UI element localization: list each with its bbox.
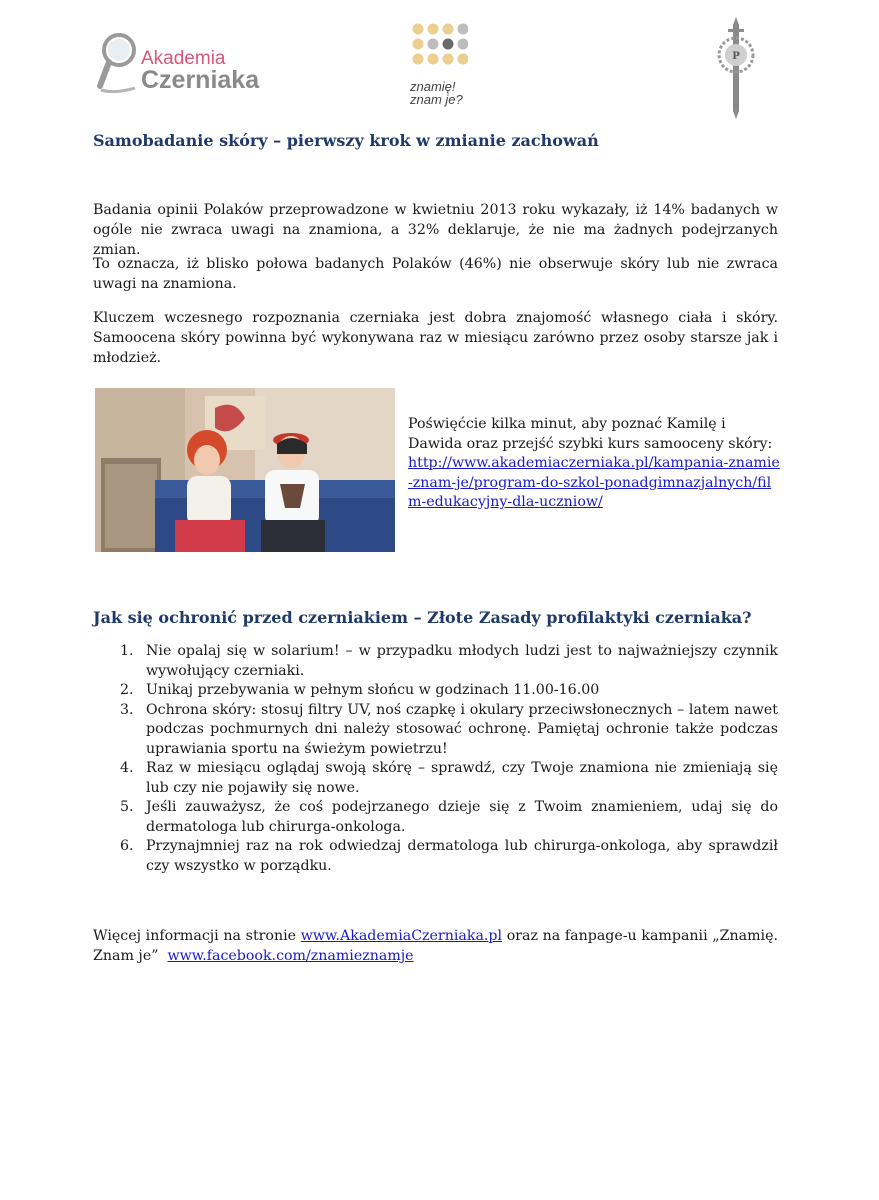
list-number: 4. — [120, 760, 134, 776]
more-info-middle: oraz na fanpage-u kampanii „Znamię. Znam je” — [93, 928, 783, 964]
more-info-prefix: Więcej informacji na stronie — [93, 928, 301, 944]
section-title-golden-rules: Jak się ochronić przed czerniakiem – Złote Zasady profilaktyki czerniaka? — [93, 608, 752, 627]
list-item — [93, 642, 778, 681]
logo-word-akademia: Akademia — [141, 48, 226, 69]
paragraph-half-population: To oznacza, iż blisko połowa badanych Polaków (46%) nie obserwuje skóry lub nie zwraca uwagi na znamiona. — [93, 256, 778, 292]
video-intro-text: Poświęćcie kilka minut, aby poznać Kamilę i Dawida oraz przejść szybki kurs samooceny skóry: — [408, 416, 773, 452]
list-item — [93, 759, 778, 798]
logo-caption-line2: znam je? — [410, 92, 463, 107]
list-item — [93, 681, 778, 701]
sword-emblem-icon — [712, 15, 760, 120]
list-item — [93, 798, 778, 837]
akademia-website-link[interactable]: www.AkademiaCzerniaka.pl — [300, 928, 503, 944]
list-number: 5. — [120, 799, 134, 815]
list-item-text: Przynajmniej raz na rok odwiedzaj dermatologa lub chirurga-onkologa, aby sprawdził czy wszystko w porządku. — [146, 838, 778, 874]
magnifier-icon — [95, 30, 145, 98]
svg-text:P: P — [732, 51, 740, 62]
list-item-text: Unikaj przebywania w pełnym słońcu w godzinach 11.00-16.00 — [146, 682, 600, 698]
list-item — [93, 837, 778, 876]
photo-image — [95, 388, 395, 552]
dots-grid-icon — [408, 20, 468, 80]
list-number: 3. — [120, 701, 134, 718]
paragraph-early-diagnosis: Kluczem wczesnego rozpoznania czerniaka jest dobra znajomość własnego ciała i skóry. Samoocena skóry powinna być wykonywana raz w miesiącu zarówno przez osoby starsze jak i młodzież. — [93, 310, 778, 366]
film-link[interactable]: http://www.akademiaczerniaka.pl/kampania-znamie-znam-je/program-do-szkol-ponadgimnazjalnych/film-edukacyjny-dla-uczniow/ — [408, 455, 780, 510]
sword-emblem-logo[interactable] — [712, 15, 760, 120]
list-item — [93, 701, 778, 760]
list-item-text: Raz w miesiącu oglądaj swoją skórę – sprawdź, czy Twoje znamiona nie zmieniają się lub czy nie pojawiły się nowe. — [146, 760, 778, 796]
logo-word-czerniaka: Czerniaka — [141, 66, 260, 94]
section-title-self-examination: Samobadanie skóry – pierwszy krok w zmianie zachowań — [93, 131, 599, 150]
list-item-text: Jeśli zauważysz, że coś podejrzanego dzieje się z Twoim znamieniem, udaj się do dermatologa lub chirurga-onkologa. — [146, 799, 778, 835]
logo-caption-line1: znamię! — [410, 79, 456, 94]
logo-caption — [410, 80, 463, 106]
akademia-czerniaka-logo[interactable] — [95, 30, 295, 100]
list-number: 1. — [120, 643, 134, 659]
campaign-photo — [95, 388, 395, 552]
list-item-text: Nie opalaj się w solarium! – w przypadku młodych ludzi jest to najważniejszy czynnik wywołujący czerniaki. — [146, 643, 778, 679]
more-info-paragraph — [93, 926, 783, 966]
list-item-text: Ochrona skóry: stosuj filtry UV, noś czapkę i okulary przeciwsłonecznych – latem nawet podczas pochmurnych dni należy stosować ochronę. Pamiętaj ochronie także podczas uprawiania sportu na świeżym powietrzu! — [146, 701, 778, 757]
facebook-link[interactable]: www.facebook.com/znamieznamje — [167, 948, 414, 964]
page-header — [0, 0, 879, 130]
golden-rules-list — [93, 642, 778, 876]
list-number: 6. — [120, 838, 134, 854]
paragraph-survey: Badania opinii Polaków przeprowadzone w kwietniu 2013 roku wykazały, iż 14% badanych w ogóle nie zwraca uwagi na znamiona, a 32% deklaruje, że nie ma żadnych podejrzanych zmian. — [93, 202, 778, 258]
video-info — [408, 415, 780, 513]
znamie-znam-je-logo[interactable] — [408, 20, 468, 115]
list-number: 2. — [120, 682, 134, 698]
